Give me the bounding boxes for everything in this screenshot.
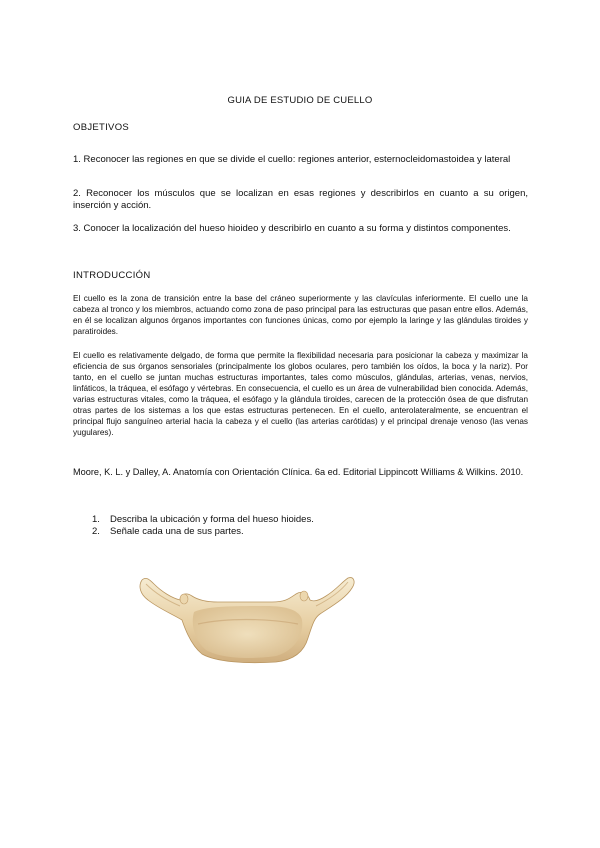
- introduction-heading: INTRODUCCIÓN: [73, 270, 151, 281]
- question-item: [92, 526, 314, 538]
- intro-paragraph-1: El cuello es la zona de transición entre la base del cráneo superiormente y las clavículas inferiormente. El cuello une la cabeza al tronco y los miembros, actuando como zona de paso principal para las estructuras que pasan entre ellos. Además, en él se localizan algunos órganos importantes con funciones únicas, como por ejemplo la laringe y las glándulas tiroides y paratiroides.: [73, 294, 528, 336]
- bibliographic-reference: Moore, K. L. y Dalley, A. Anatomía con Orientación Clínica. 6a ed. Editorial Lippincott Williams & Wilkins. 2010.: [73, 467, 524, 477]
- question-text: Señale cada una de sus partes.: [110, 526, 244, 537]
- question-item: [92, 514, 314, 526]
- objective-item-3: 3. Conocer la localización del hueso hioideo y describirlo en cuanto a su forma y distintos componentes.: [73, 223, 511, 234]
- intro-paragraph-2: El cuello es relativamente delgado, de forma que permite la flexibilidad necesaria para posicionar la cabeza y maximizar la eficiencia de sus órganos sensoriales (principalmente los globos oculares, pero también los oídos, la boca y la nariz). Por tanto, en el cuello se juntan muchas estructuras importantes, tales como músculos, glándulas, arterias, venas, nervios, linfáticos, la tráquea, el esófago y vértebras. En consecuencia, el cuello es un área de vulnerabilidad bien conocida. Además, varias estructuras vitales, como la tráquea, el esófago y la glándula tiroides, carecen de la protección ósea de que disfrutan otras partes de los sistemas a los que estas estructuras pertenecen. En el cuello, anterolateralmente, se encuentran el principal flujo sanguíneo arterial hacia la cabeza y el cuello (las arterias carótidas) y el principal drenaje venoso (las venas yugulares).: [73, 351, 528, 437]
- hyoid-body-highlight: [193, 606, 303, 658]
- questions-list: [92, 514, 314, 538]
- page-title: GUIA DE ESTUDIO DE CUELLO: [227, 95, 373, 106]
- objective-item-1: 1. Reconocer las regiones en que se divide el cuello: regiones anterior, esternocleidomastoidea y lateral: [73, 154, 511, 165]
- question-number: 2.: [92, 526, 100, 537]
- question-text: Describa la ubicación y forma del hueso hioides.: [110, 514, 314, 525]
- objective-item-2: 2. Reconocer los músculos que se localizan en esas regiones y describirlos en cuanto a su origen, inserción y acción.: [73, 188, 528, 211]
- question-number: 1.: [92, 514, 100, 525]
- lesser-horn-left: [180, 594, 188, 604]
- hyoid-bone-illustration: [136, 572, 358, 666]
- lesser-horn-right: [300, 591, 308, 601]
- objectives-heading: OBJETIVOS: [73, 122, 130, 133]
